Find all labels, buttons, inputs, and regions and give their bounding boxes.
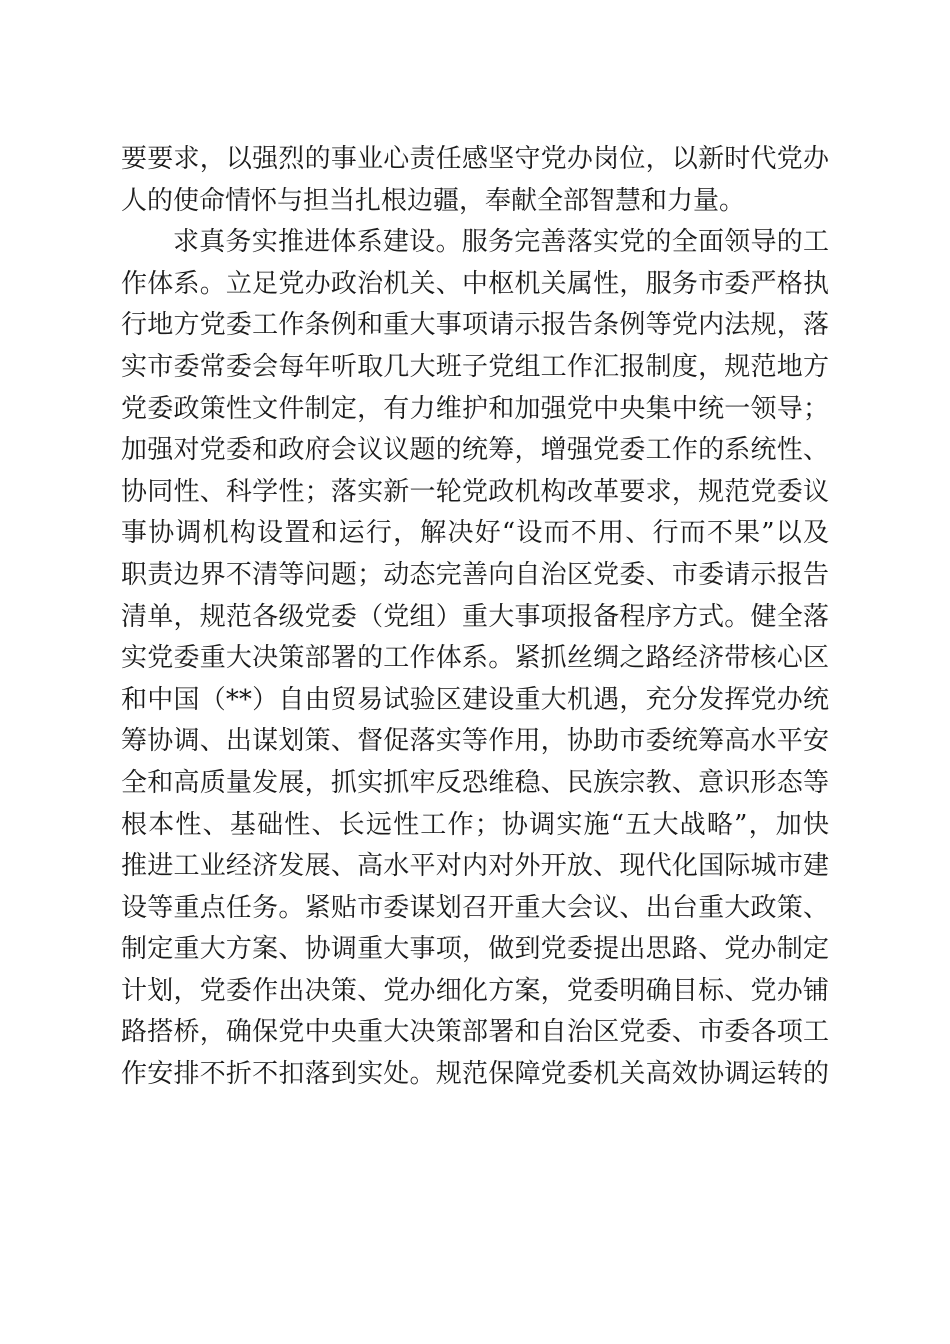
text-line: 作安排不折不扣落到实处。规范保障党委机关高效协调运转的 [121, 1059, 829, 1090]
text-line: 人的使命情怀与担当扎根边疆，奉献全部智慧和力量。 [121, 185, 746, 216]
body-text [121, 139, 829, 1096]
paragraph-start-line: 求真务实推进体系建设。服务完善落实党的全面领导的工 [173, 227, 829, 258]
text-line: 计划，党委作出决策、党办细化方案，党委明确目标、党办铺 [121, 975, 829, 1006]
text-line: 事协调机构设置和运行，解决好“设而不用、行而不果”以及 [121, 518, 829, 549]
text-line: 路搭桥，确保党中央重大决策部署和自治区党委、市委各项工 [121, 1017, 829, 1048]
text-line: 实党委重大决策部署的工作体系。紧抓丝绸之路经济带核心区 [121, 643, 829, 674]
text-line: 实市委常委会每年听取几大班子党组工作汇报制度，规范地方 [121, 351, 829, 382]
text-line: 根本性、基础性、长远性工作；协调实施“五大战略”，加快 [121, 809, 829, 840]
text-line: 全和高质量发展，抓实抓牢反恐维稳、民族宗教、意识形态等 [121, 767, 829, 798]
text-line: 加强对党委和政府会议议题的统筹，增强党委工作的系统性、 [121, 435, 829, 466]
text-line: 行地方党委工作条例和重大事项请示报告条例等党内法规，落 [121, 310, 829, 341]
text-line: 和中国（**）自由贸易试验区建设重大机遇，充分发挥党办统 [121, 684, 829, 715]
text-line: 协同性、科学性；落实新一轮党政机构改革要求，规范党委议 [121, 476, 829, 507]
text-line: 推进工业经济发展、高水平对内对外开放、现代化国际城市建 [121, 851, 829, 882]
text-line: 设等重点任务。紧贴市委谋划召开重大会议、出台重大政策、 [121, 892, 829, 923]
text-line: 职责边界不清等问题；动态完善向自治区党委、市委请示报告 [121, 559, 829, 590]
text-line: 制定重大方案、协调重大事项，做到党委提出思路、党办制定 [121, 934, 829, 965]
text-line: 清单，规范各级党委（党组）重大事项报备程序方式。健全落 [121, 601, 829, 632]
text-line: 党委政策性文件制定，有力维护和加强党中央集中统一领导； [121, 393, 829, 424]
text-line: 作体系。立足党办政治机关、中枢机关属性，服务市委严格执 [121, 268, 829, 299]
text-line: 要要求，以强烈的事业心责任感坚守党办岗位，以新时代党办 [121, 144, 829, 174]
text-line: 筹协调、出谋划策、督促落实等作用，协助市委统筹高水平安 [121, 726, 829, 757]
